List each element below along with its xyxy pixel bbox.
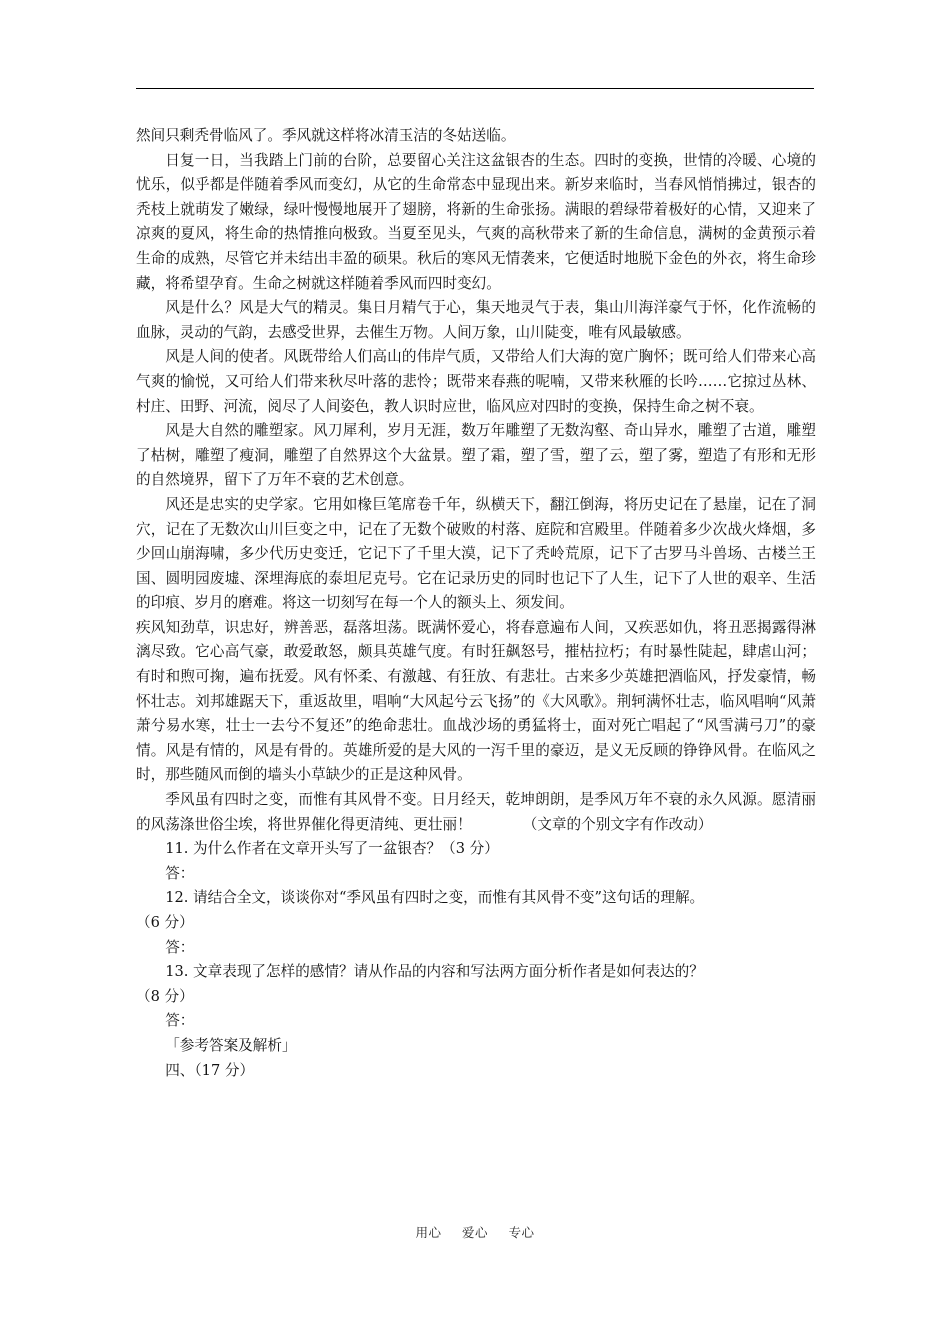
paragraph: 然间只剩秃骨临风了。季风就这样将冰清玉洁的冬姑送临。 <box>136 127 516 144</box>
answer-label: 答： <box>165 938 195 956</box>
question-text: 13. 文章表现了怎样的感情？请从作品的内容和写法两方面分析作者是如何表达的？ <box>165 963 704 981</box>
answer-label: 答： <box>165 864 195 882</box>
question-13 <box>136 960 816 1034</box>
question-text: 11. 为什么作者在文章开头写了一盆银杏？（3 分） <box>165 840 499 858</box>
answer-label: 答： <box>165 1012 195 1030</box>
page-footer <box>0 1223 950 1241</box>
question-text: 12. 请结合全文，谈谈你对“季风虽有四时之变，而惟有其风骨不变”这句话的理解。 <box>165 889 705 907</box>
header-rule <box>136 88 814 89</box>
footer-item: 专心 <box>508 1225 535 1240</box>
footer-item: 用心 <box>415 1225 442 1240</box>
paragraph: 风是人间的使者。风既带给人们高山的伟岸气质，又带给人们大海的宽广胸怀；既可给人们带来心高气爽的愉悦，又可给人们带来秋尽叶落的悲怜；既带来春燕的呢喃，又带来秋雁的长吟……它掠过丛林、村庄、田野、河流，阅尽了人间姿色，教人识时应世，临风应对四时的变换，保持生命之树不衰。 <box>136 348 816 415</box>
paragraph: 疾风知劲草，识忠好，辨善恶，磊落坦荡。既满怀爱心，将春意遍布人间，又疾恶如仇，将丑恶揭露得淋漓尽致。它心高气豪，敢爱敢怒，颇具英雄气度。有时狂飙怒号，摧枯拉朽；有时暴性陡起，肆虐山河；有时和煦可掬，遍布抚爱。风有怀柔、有激越、有狂放、有悲壮。古来多少英雄把酒临风，抒发豪情，畅怀壮志。刘邦雄踞天下，重返故里，唱响“大风起兮云飞扬”的《大风歌》。荆轲满怀壮志，临风唱响“风萧萧兮易水寒，壮士一去兮不复还”的绝命悲壮。血战沙场的勇猛将士，面对死亡唱起了“风雪满弓刀”的豪情。风是有情的，风是有骨的。英雄所爱的是大风的一泻千里的豪迈，是义无反顾的铮铮风骨。在临风之时，那些随风而倒的墙头小草缺少的正是这种风骨。 <box>136 618 816 784</box>
paragraph: 风还是忠实的史学家。它用如椽巨笔席卷千年，纵横天下，翻江倒海，将历史记在了悬崖，记在了洞穴，记在了无数次山川巨变之中，记在了无数个破败的村落、庭院和宫殿里。伴随着多少次战火烽烟，多少回山崩海啸，多少代历史变迁，它记下了千里大漠，记下了秃岭荒原，记下了古罗马斗兽场、古楼兰王国、圆明园废墟、深埋海底的泰坦尼克号。它在记录历史的同时也记下了人生，记下了人世的艰辛、生活的印痕、岁月的磨难。将这一切刻写在每一个人的额头上、须发间。 <box>136 495 816 612</box>
paragraph: 风是什么？风是大气的精灵。集日月精气于心，集天地灵气于表，集山川海洋豪气于怀，化作流畅的血脉，灵动的气韵，去感受世界，去催生万物。人间万象，山川陡变，唯有风最敏感。 <box>136 299 816 341</box>
question-score: （8 分） <box>136 987 194 1005</box>
question-12 <box>136 886 816 960</box>
question-score: （6 分） <box>136 914 194 931</box>
paragraph: 季风虽有四时之变，而惟有其风骨不变。日月经天，乾坤朗朗，是季风万年不衰的永久风源。愿清丽的风荡涤世俗尘埃，将世界催化得更清纯、更壮丽！ （文章的个别文字有作改动） <box>136 791 816 833</box>
paragraph: 日复一日，当我踏上门前的台阶，总要留心关注这盆银杏的生态。四时的变换，世情的冷暖、心境的忧乐，似乎都是伴随着季风而变幻，从它的生命常态中显现出来。新岁来临时，当春风悄悄拂过，银杏的秃枝上就萌发了嫩绿，绿叶慢慢地展开了翅膀，将新的生命张扬。满眼的碧绿带着极好的心情，又迎来了凉爽的夏风，将生命的热情推向极致。当夏至见头，气爽的高秋带来了新的生命信息，满树的金黄预示着生命的成熟，尽管它并未结出丰盈的硕果。秋后的寒风无情袭来，它便适时地脱下金色的外衣，将生命珍藏，将希望孕育。生命之树就这样随着季风而四时变幻。 <box>136 151 816 292</box>
article-body <box>136 124 816 1083</box>
section-heading: 四、（17 分） <box>165 1061 255 1079</box>
reference-heading: 「参考答案及解析」 <box>165 1036 297 1054</box>
paragraph: 风是大自然的雕塑家。风刀犀利，岁月无涯，数万年雕塑了无数沟壑、奇山异水，雕塑了古道，雕塑了枯树，雕塑了瘦洞，雕塑了自然界这个大盆景。塑了霜，塑了雪，塑了云，塑了雾，塑造了有形和无形的自然境界，留下了万年不衰的艺术创意。 <box>136 422 816 489</box>
footer-item: 爱心 <box>461 1225 488 1240</box>
question-11 <box>136 837 816 886</box>
